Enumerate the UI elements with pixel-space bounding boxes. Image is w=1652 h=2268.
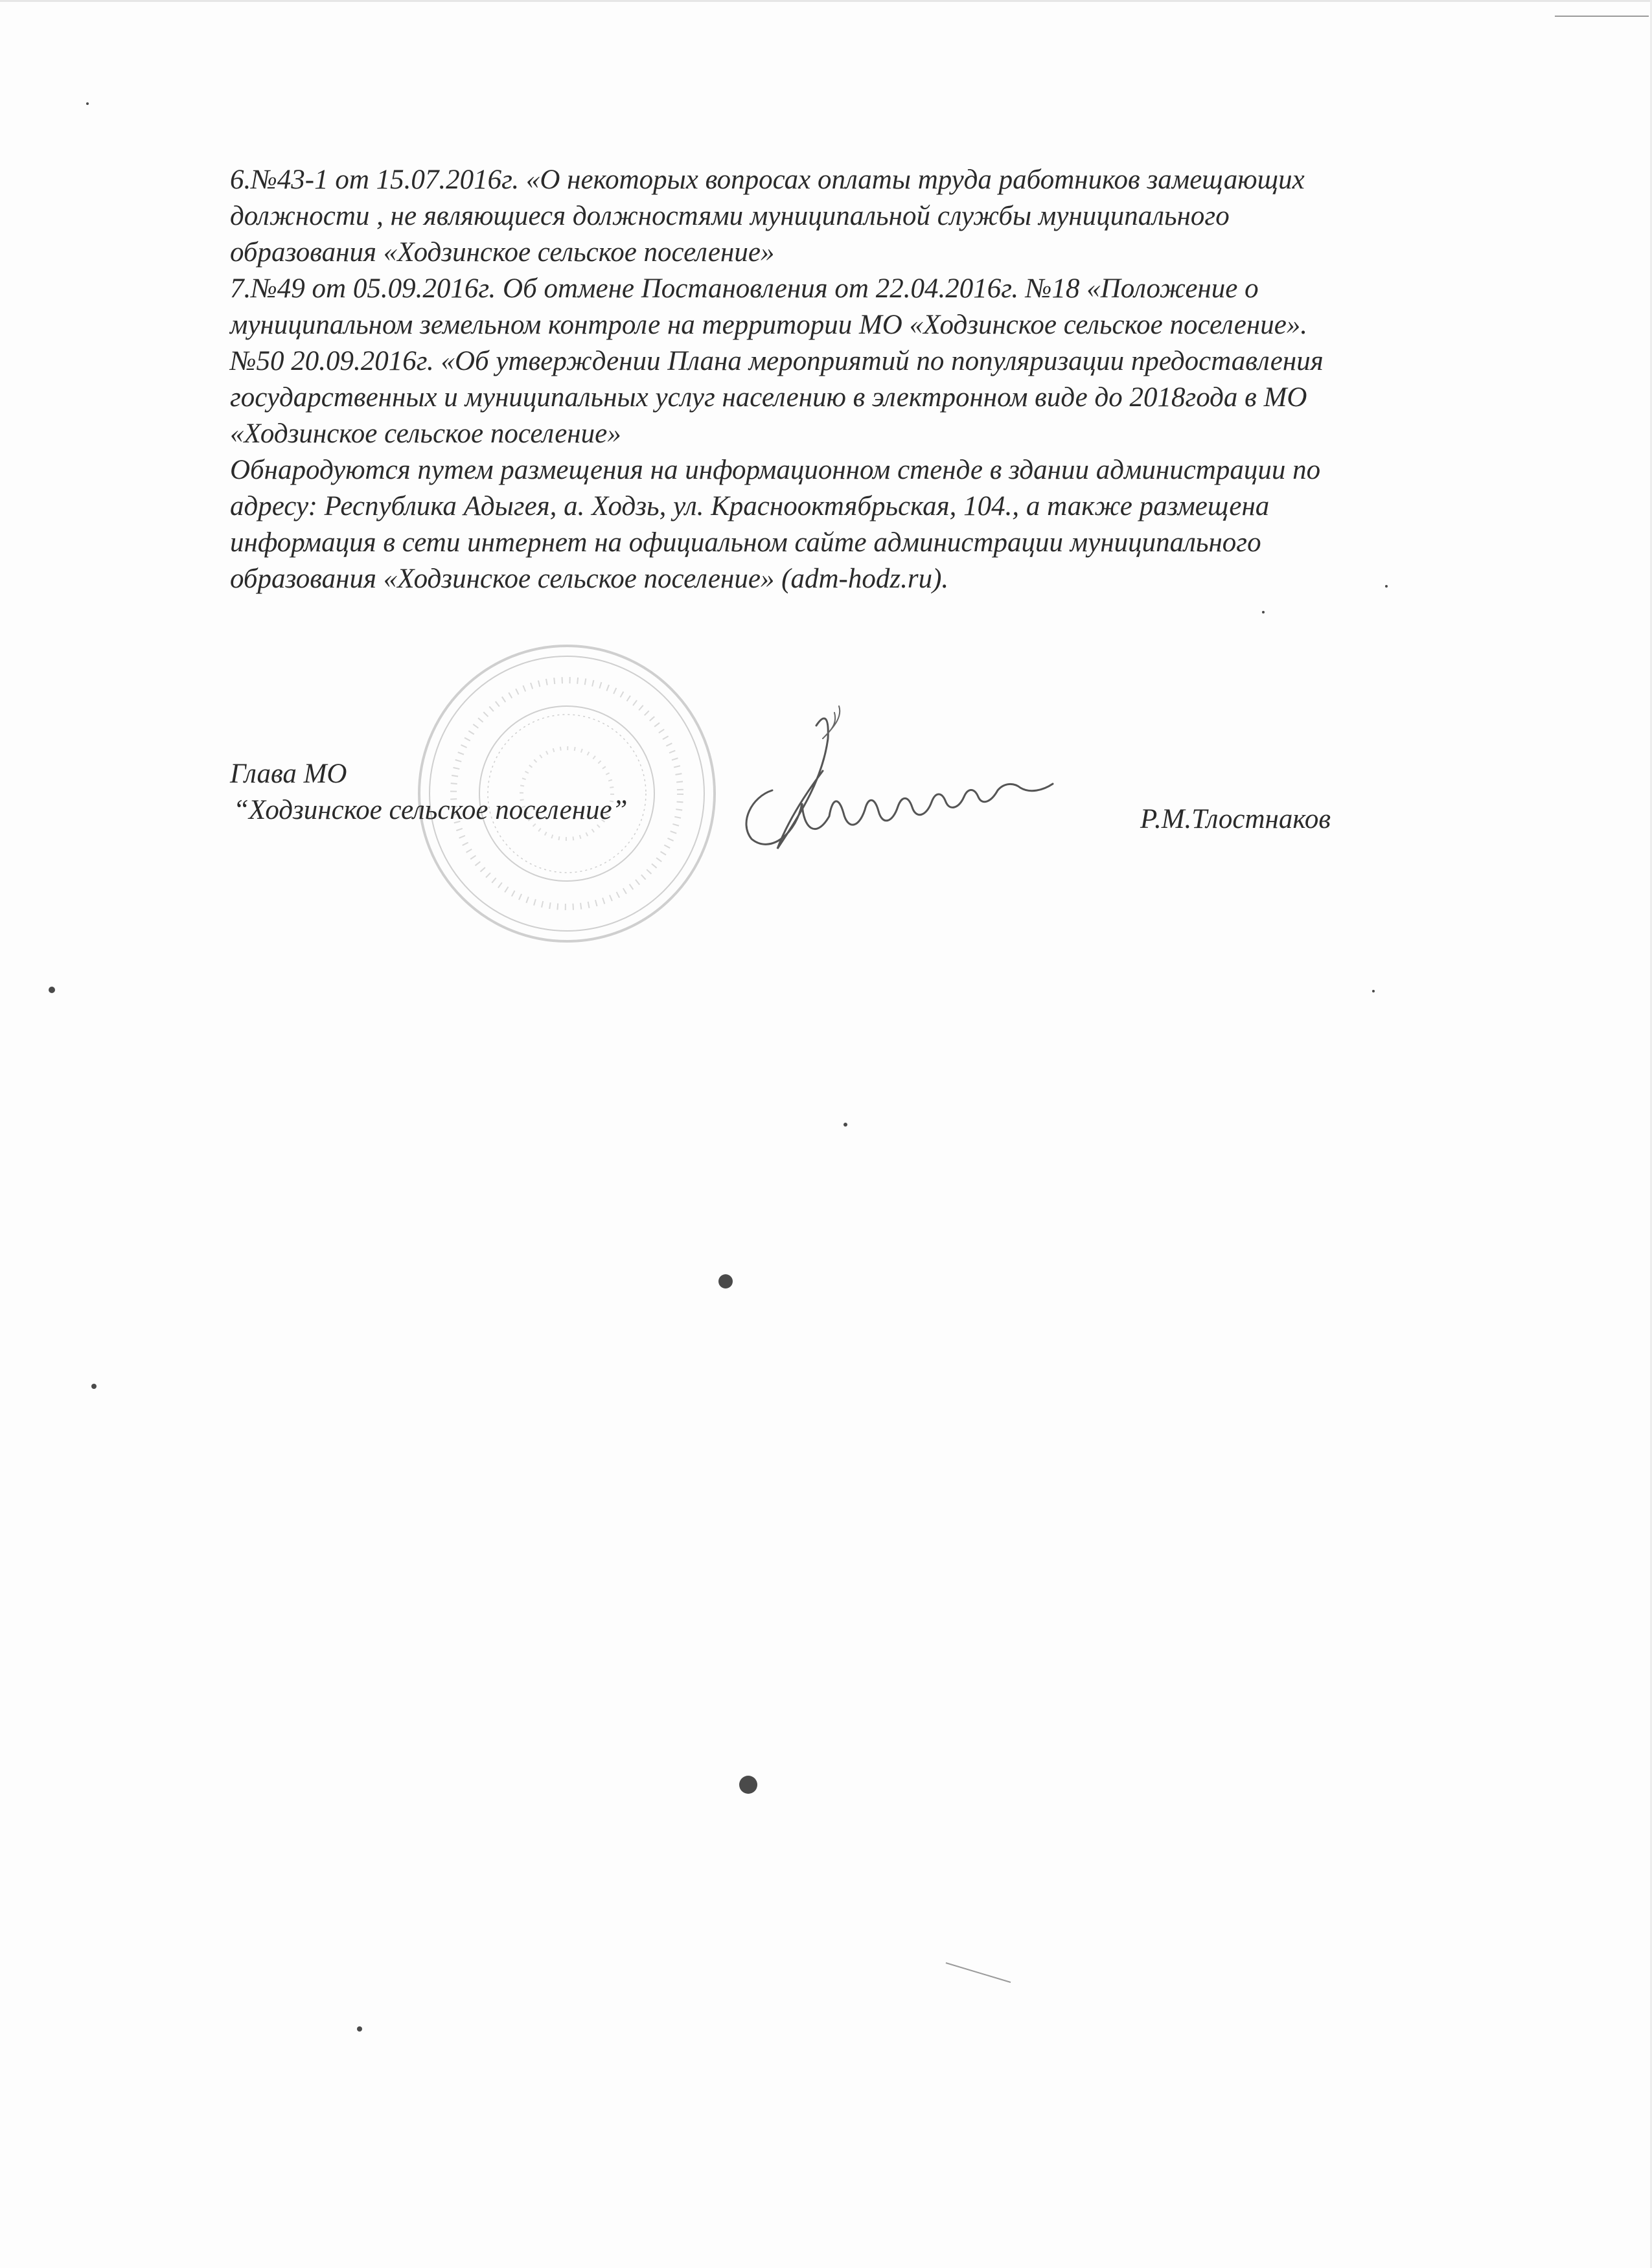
body-line-4: 7.№49 от 05.09.2016г. Об отмене Постановления от 22.04.2016г. №18 «Положение о — [230, 273, 1259, 304]
signatory-organization: “Ходзинское сельское поселение” — [233, 795, 628, 825]
body-line-8: «Ходзинское сельское поселение» — [230, 418, 621, 449]
body-line-7: государственных и муниципальных услуг населению в электронном виде до 2018года в МО — [230, 382, 1307, 413]
body-line-1: 6.№43-1 от 15.07.2016г. «О некоторых вопросах оплаты труда работников замещающих — [230, 165, 1305, 195]
body-line-3: образования «Ходзинское сельское поселение» — [230, 237, 775, 268]
body-line-2: должности , не являющиеся должностями муниципальной службы муниципального — [230, 201, 1230, 231]
body-line-5: муниципальном земельном контроле на территории МО «Ходзинское сельское поселение». — [230, 310, 1308, 340]
body-line-9: Обнародуются путем размещения на информационном стенде в здании администрации по — [230, 455, 1321, 485]
body-line-10: адресу: Республика Адыгея, а. Ходзь, ул. Краснооктябрьская, 104., а также размещена — [230, 491, 1270, 521]
body-line-6: №50 20.09.2016г. «Об утверждении Плана мероприятий по популяризации предоставления — [230, 346, 1324, 376]
signatory-role: Глава МО — [230, 759, 347, 789]
body-line-11: информация в сети интернет на официальном сайте администрации муниципального — [230, 527, 1261, 558]
signatory-name: Р.М.Тлостнаков — [1140, 804, 1331, 834]
body-line-12: образования «Ходзинское сельское поселение» (adm-hodz.ru). — [230, 564, 949, 594]
